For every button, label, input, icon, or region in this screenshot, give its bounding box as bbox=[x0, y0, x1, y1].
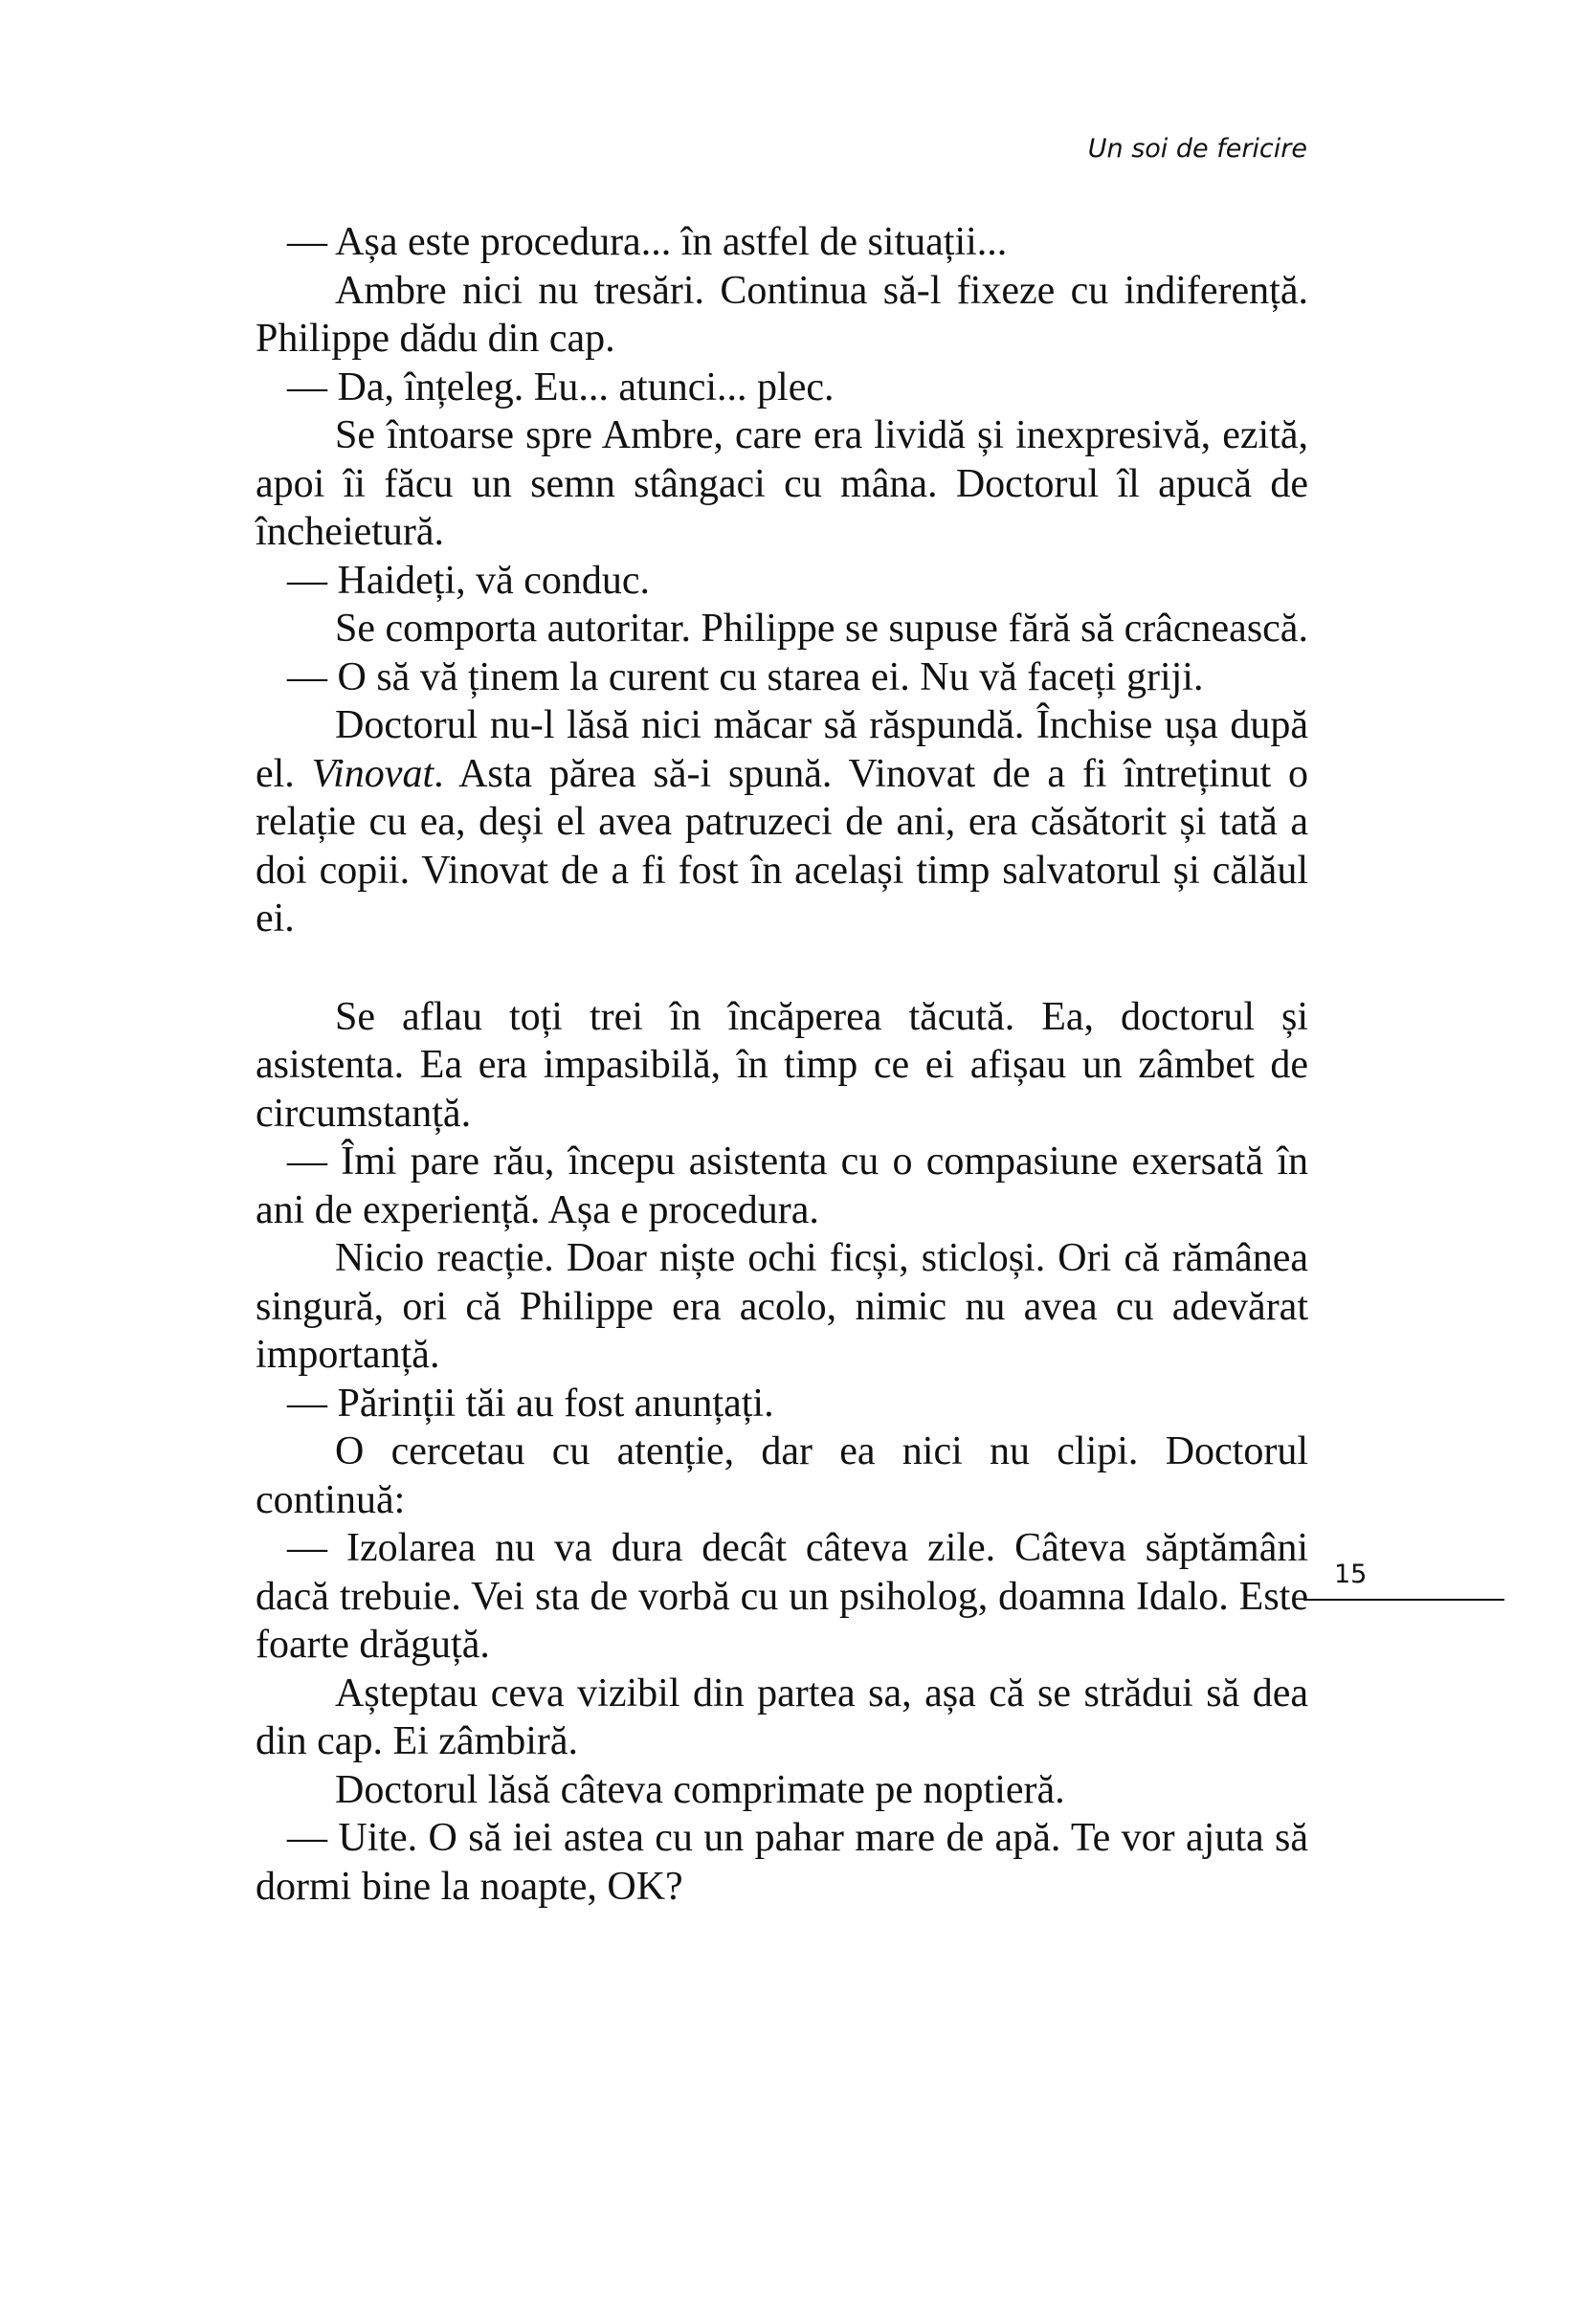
paragraph-text: Doctorul nu-l lăsă nici măcar să răspundă. Închise ușa după el. bbox=[256, 703, 1308, 796]
paragraph: Doctorul lăsă câteva comprimate pe noptieră. bbox=[335, 1767, 1065, 1812]
page-number-rule bbox=[1303, 1599, 1504, 1601]
dialogue-line: — Îmi pare rău, începu asistenta cu o compasiune exersată în ani de experiență. Așa e procedura. bbox=[256, 1140, 1308, 1232]
section-break bbox=[256, 943, 1308, 993]
paragraph-text: . Asta părea să-i spună. Vinovat de a fi întreținut o relație cu ea, deși el avea patruzeci de ani, era căsătorit și tată a doi copii. Vinovat de a fi fost în același timp salvatorul și călăul ei. bbox=[256, 751, 1309, 941]
paragraph: O cercetau cu atenție, dar ea nici nu clipi. Doctorul continuă: bbox=[256, 1429, 1308, 1522]
dialogue-line: — Uite. O să iei astea cu un pahar mare de apă. Te vor ajuta să dormi bine la noapte, OK? bbox=[256, 1816, 1308, 1909]
paragraph: Se întoarse spre Ambre, care era lividă și inexpresivă, ezită, apoi îi făcu un semn stângaci cu mâna. Doctorul îl apucă de încheietură. bbox=[256, 413, 1308, 554]
paragraph: Nicio reacție. Doar niște ochi ficși, sticloși. Ori că rămânea singură, ori că Philippe era acolo, nimic nu avea cu adevărat importanță. bbox=[256, 1236, 1308, 1377]
page-number: 15 bbox=[1334, 1560, 1368, 1589]
paragraph: Se aflau toți trei în încăperea tăcută. Ea, doctorul și asistenta. Ea era impasibilă, în timp ce ei afișau un zâmbet de circumstanță. bbox=[256, 994, 1308, 1136]
dialogue-line: — Părinții tăi au fost anunțați. bbox=[287, 1381, 774, 1426]
body-text bbox=[256, 218, 1308, 1911]
dialogue-line: — Da, înțeleg. Eu... atunci... plec. bbox=[287, 365, 835, 409]
dialogue-line: — O să vă ținem la curent cu starea ei. Nu vă faceți griji. bbox=[287, 654, 1204, 699]
italic-word: Vinovat bbox=[311, 751, 434, 796]
paragraph-vinovat bbox=[256, 701, 1308, 943]
paragraph: Se comporta autoritar. Philippe se supuse fără să crâcnească. bbox=[335, 607, 1308, 651]
dialogue-line: — Haideți, vă conduc. bbox=[287, 558, 651, 603]
running-title: Un soi de fericire bbox=[1087, 134, 1307, 164]
paragraph: Ambre nici nu tresări. Continua să-l fixeze cu indiferență. Philippe dădu din cap. bbox=[256, 268, 1308, 361]
dialogue-line: — Izolarea nu va dura decât câteva zile. Câteva săptămâni dacă trebuie. Vei sta de vorbă cu un psiholog, doamna Idalo. Este foarte drăguță. bbox=[256, 1526, 1308, 1667]
paragraph: Așteptau ceva vizibil din partea sa, așa că se strădui să dea din cap. Ei zâmbiră. bbox=[256, 1671, 1308, 1763]
dialogue-line: — Așa este procedura... în astfel de situații... bbox=[287, 220, 1008, 264]
